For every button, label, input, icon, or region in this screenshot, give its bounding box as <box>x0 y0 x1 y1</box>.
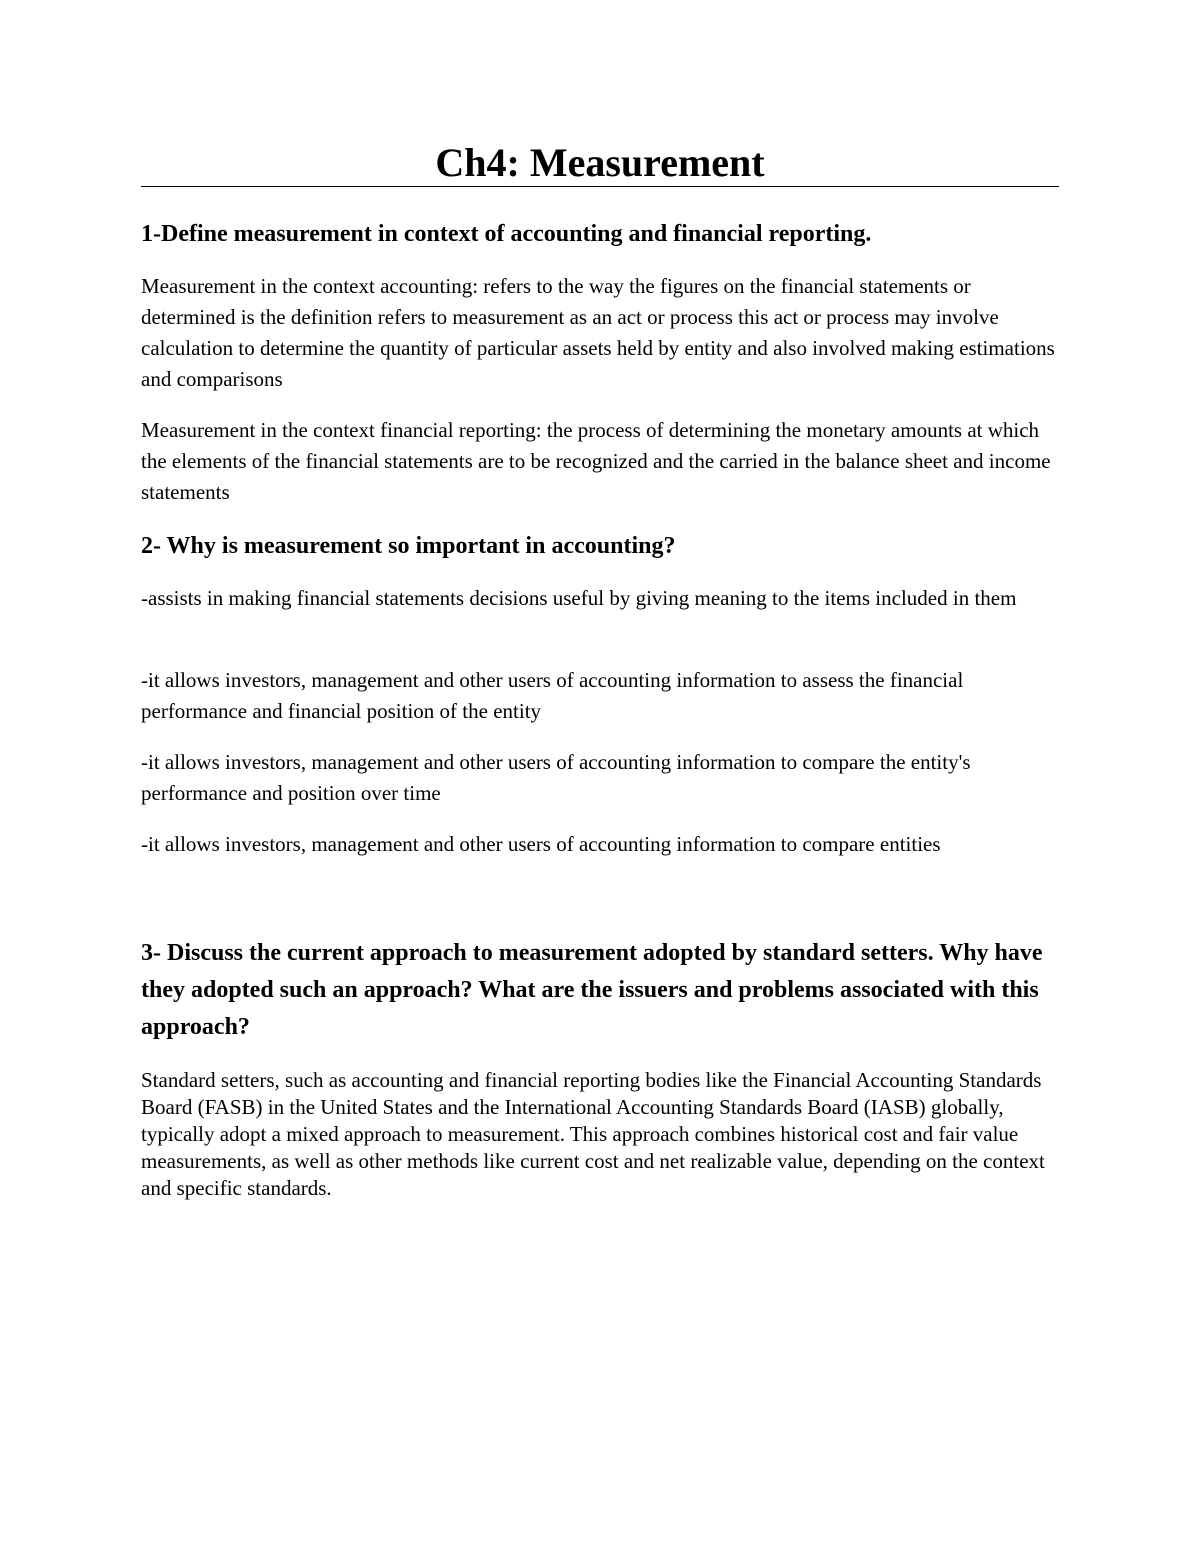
question-2-paragraph-3: -it allows investors, management and other users of accounting information to compare the entity's performance and position over time <box>141 750 971 805</box>
question-1-paragraph-2: Measurement in the context financial reporting: the process of determining the monetary amounts at which the elements of the financial statements are to be recognized and the carried in the balance sheet and income statements <box>141 418 1051 504</box>
question-1-paragraph-1: Measurement in the context accounting: refers to the way the figures on the financial statements or determined is the definition refers to measurement as an act or process this act or process may involve calculation to determine the quantity of particular assets held by entity and also involved making estimations and comparisons <box>141 274 1055 391</box>
question-2-paragraph-4: -it allows investors, management and other users of accounting information to compare entities <box>141 832 941 856</box>
question-2-heading: 2- Why is measurement so important in accounting? <box>141 533 676 559</box>
question-1-heading: 1-Define measurement in context of accounting and financial reporting. <box>141 221 872 247</box>
question-3-paragraph-1: Standard setters, such as accounting and financial reporting bodies like the Financial Accounting Standards Board (FASB) in the United States and the International Accounting Standards Board (IASB) globally, typically adopt a mixed approach to measurement. This approach combines historical cost and fair value measurements, as well as other methods like current cost and net realizable value, depending on the context and specific standards. <box>141 1068 1045 1200</box>
question-3-heading: 3- Discuss the current approach to measurement adopted by standard setters. Why have they adopted such an approach? What are the issuers and problems associated with this approach? <box>141 940 1043 1040</box>
page-title: Ch4: Measurement <box>435 140 765 185</box>
question-2-paragraph-1: -assists in making financial statements decisions useful by giving meaning to the items included in them <box>141 586 1017 610</box>
title-underline <box>141 186 1059 187</box>
question-2-paragraph-2: -it allows investors, management and other users of accounting information to assess the financial performance and financial position of the entity <box>141 668 964 723</box>
